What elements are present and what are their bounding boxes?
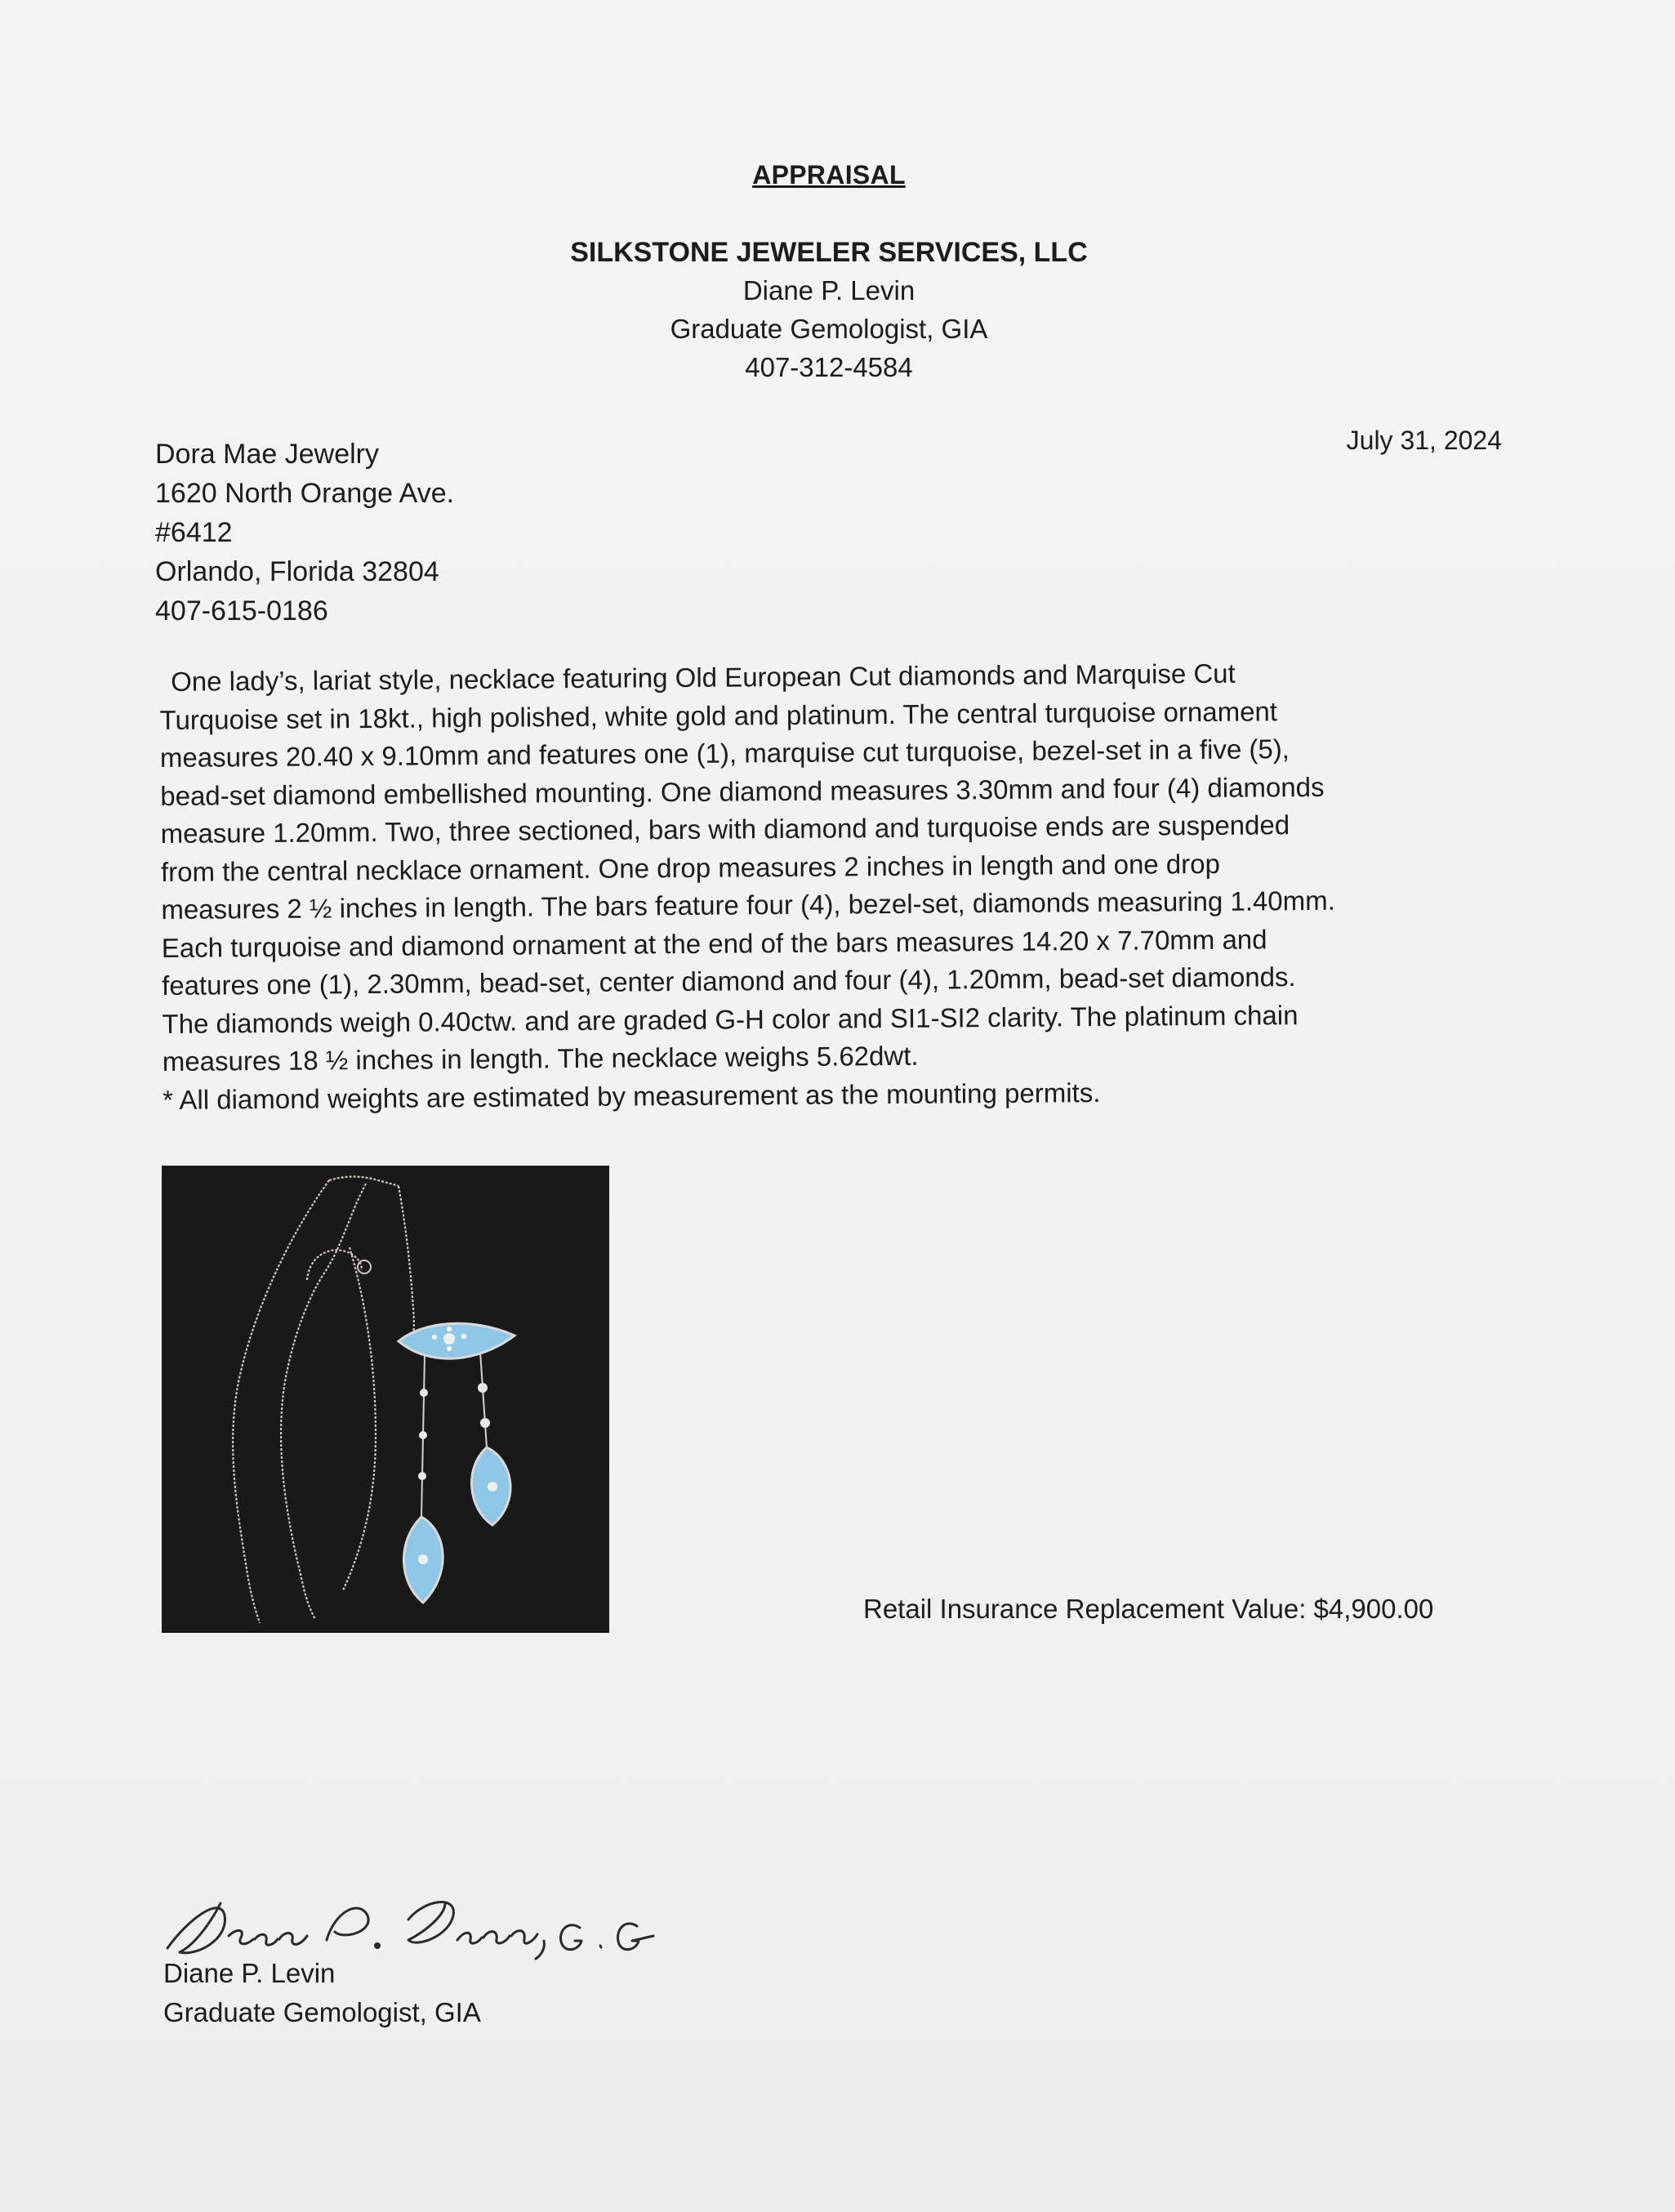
appraiser-title: Graduate Gemologist, GIA: [670, 314, 988, 344]
necklace-illustration: [162, 1166, 609, 1633]
client-unit: #6412: [155, 517, 233, 548]
letterhead: [0, 234, 1658, 386]
client-phone: 407-615-0186: [155, 595, 328, 627]
chain-lines: [233, 1177, 414, 1624]
company-name: SILKSTONE JEWELER SERVICES, LLC: [570, 237, 1088, 268]
description-line: One lady’s, lariat style, necklace featuring Old European Cut diamonds and Marquise Cut: [171, 658, 1236, 697]
description-line: The diamonds weigh 0.40ctw. and are graded G-H color and SI1-SI2 clarity. The platinum chain: [162, 999, 1299, 1039]
appraiser-name: Diane P. Levin: [742, 275, 915, 305]
replacement-value: Retail Insurance Replacement Value: $4,900.00: [863, 1594, 1434, 1624]
client-street: 1620 North Orange Ave.: [155, 478, 455, 509]
document-date: July 31, 2024: [1346, 426, 1502, 455]
signature-title: Graduate Gemologist, GIA: [163, 1997, 481, 2027]
description-line: features one (1), 2.30mm, bead-set, center diamond and four (4), 1.20mm, bead-set diamonds.: [161, 961, 1296, 1001]
drop-ornament-long: [403, 1517, 443, 1603]
item-description: [159, 653, 1518, 1119]
document-title: APPRAISAL: [752, 160, 906, 190]
description-line: from the central necklace ornament. One drop measures 2 inches in length and one drop: [160, 848, 1221, 887]
drop-ornament-short: [472, 1447, 511, 1525]
client-city: Orlando, Florida 32804: [155, 556, 439, 587]
description-line: measure 1.20mm. Two, three sectioned, bars with diamond and turquoise ends are suspended: [160, 809, 1290, 849]
description-line: Turquoise set in 18kt., high polished, white gold and platinum. The central turquoise ornament: [159, 695, 1278, 735]
signature-block: [163, 1954, 481, 2032]
description-line: Each turquoise and diamond ornament at the end of the bars measures 14.20 x 7.70mm and: [161, 923, 1267, 963]
description-line: measures 2 ½ inches in length. The bars feature four (4), bezel-set, diamonds measuring 1.40mm.: [161, 885, 1335, 925]
description-line: bead-set diamond embellished mounting. One diamond measures 3.30mm and four (4) diamonds: [160, 771, 1325, 811]
footnote: * All diamond weights are estimated by measurement as the mounting permits.: [163, 1077, 1101, 1115]
client-name: Dora Mae Jewelry: [155, 439, 379, 470]
signature-name: Diane P. Levin: [163, 1958, 336, 1988]
necklace-photo: [162, 1166, 609, 1633]
central-ornament: [399, 1323, 515, 1358]
clasp-ring: [358, 1260, 371, 1273]
client-address: [155, 435, 454, 631]
appraiser-phone: 407-312-4584: [745, 352, 913, 382]
description-line: measures 20.40 x 9.10mm and features one (1), marquise cut turquoise, bezel-set in a five (5),: [159, 734, 1290, 773]
description-line: measures 18 ½ inches in length. The necklace weighs 5.62dwt.: [162, 1040, 919, 1077]
